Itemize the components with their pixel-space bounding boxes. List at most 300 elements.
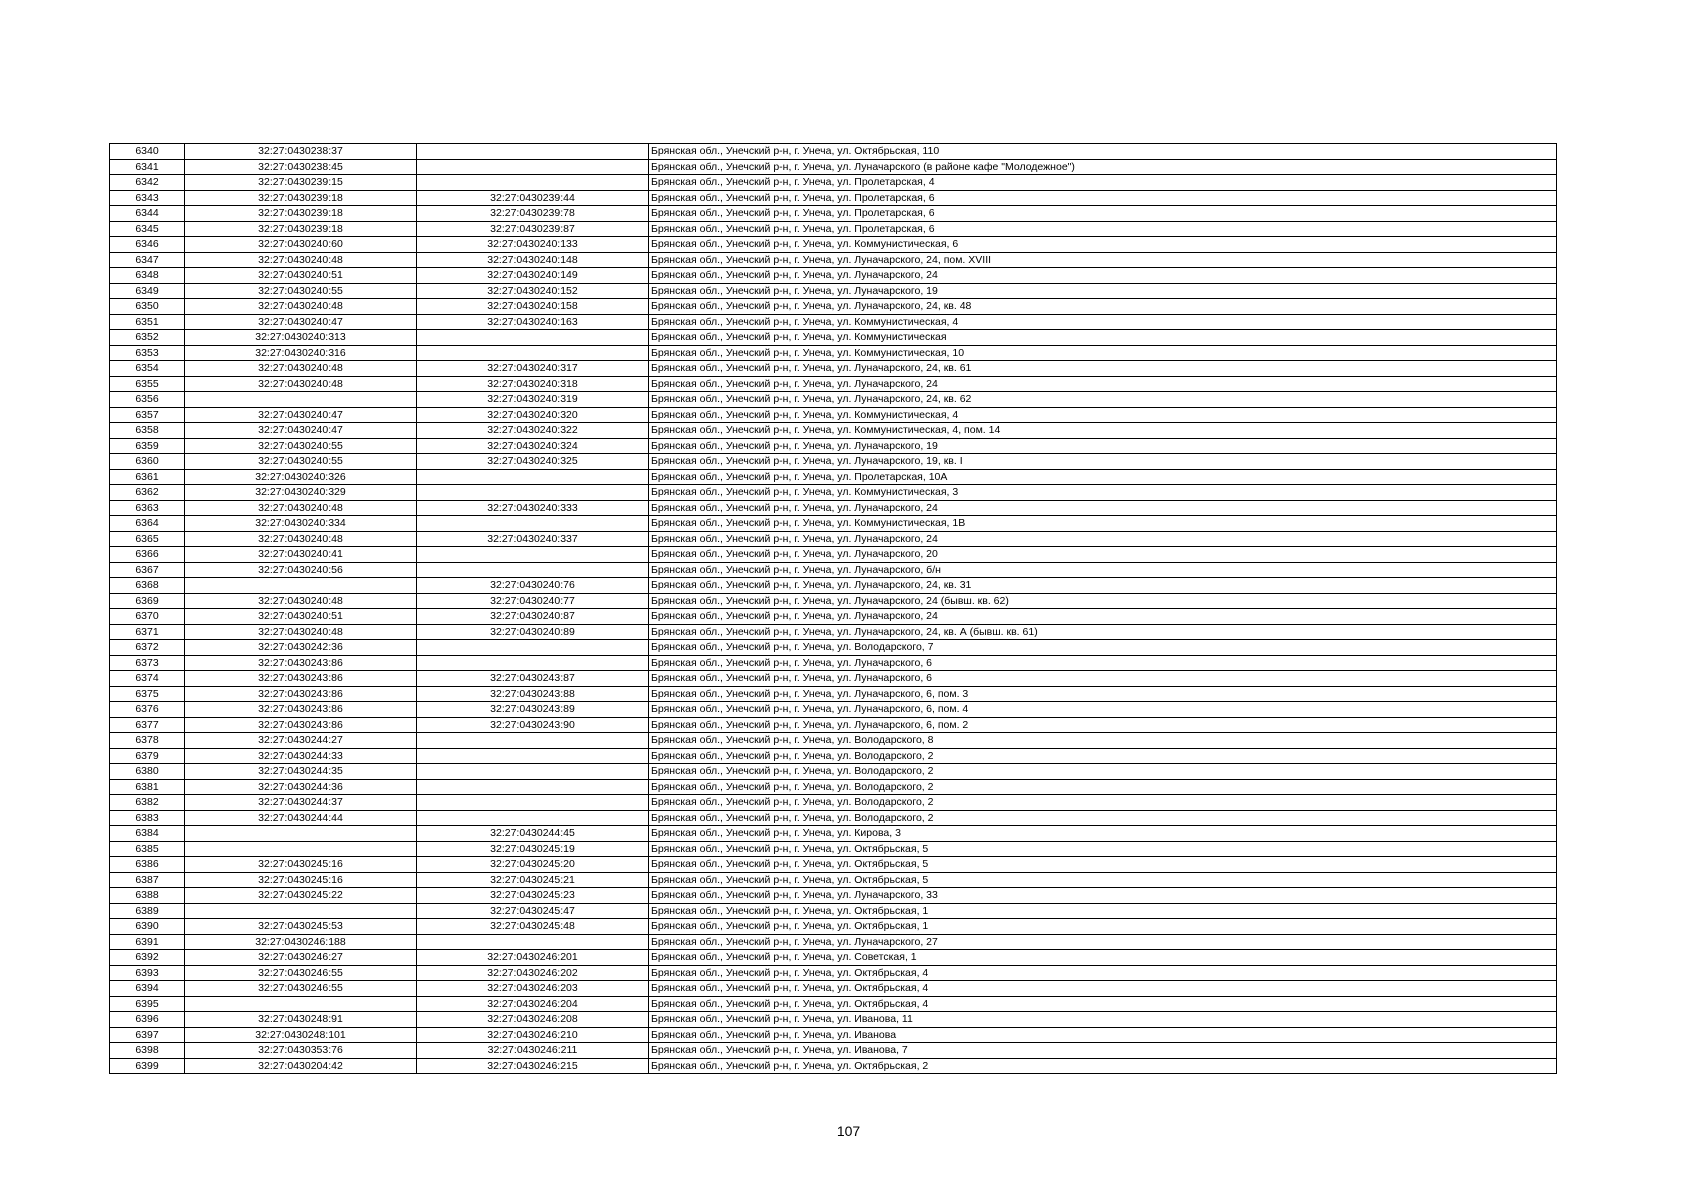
table-row [110, 221, 1557, 237]
cadastral-number-cell: 32:27:0430240:55 [185, 438, 417, 454]
cadastral-number-cell: 32:27:0430243:86 [185, 671, 417, 687]
row-number-cell: 6370 [110, 609, 185, 625]
cadastral-number-cell: 32:27:0430240:48 [185, 376, 417, 392]
object-cadastral-number-cell: 32:27:0430240:319 [417, 392, 649, 408]
row-number-cell: 6394 [110, 981, 185, 997]
address-cell: Брянская обл., Унечский р-н, г. Унеча, ул. Луначарского, 6, пом. 4 [649, 702, 1557, 718]
address-cell: Брянская обл., Унечский р-н, г. Унеча, ул. Луначарского, 24, кв. 48 [649, 299, 1557, 315]
row-number-cell: 6359 [110, 438, 185, 454]
table-row [110, 361, 1557, 377]
row-number-cell: 6386 [110, 857, 185, 873]
row-number-cell: 6342 [110, 175, 185, 191]
table-row [110, 1012, 1557, 1028]
table-row [110, 268, 1557, 284]
address-cell: Брянская обл., Унечский р-н, г. Унеча, ул. Октябрьская, 110 [649, 144, 1557, 160]
object-cadastral-number-cell: 32:27:0430240:324 [417, 438, 649, 454]
object-cadastral-number-cell [417, 345, 649, 361]
table-row [110, 872, 1557, 888]
row-number-cell: 6357 [110, 407, 185, 423]
table-row [110, 283, 1557, 299]
row-number-cell: 6350 [110, 299, 185, 315]
cadastral-number-cell: 32:27:0430239:18 [185, 206, 417, 222]
object-cadastral-number-cell [417, 547, 649, 563]
row-number-cell: 6377 [110, 717, 185, 733]
row-number-cell: 6385 [110, 841, 185, 857]
row-number-cell: 6384 [110, 826, 185, 842]
object-cadastral-number-cell: 32:27:0430239:87 [417, 221, 649, 237]
row-number-cell: 6398 [110, 1043, 185, 1059]
object-cadastral-number-cell: 32:27:0430240:325 [417, 454, 649, 470]
address-cell: Брянская обл., Унечский р-н, г. Унеча, ул. Коммунистическая, 4, пом. 14 [649, 423, 1557, 439]
cadastral-number-cell: 32:27:0430243:86 [185, 686, 417, 702]
object-cadastral-number-cell: 32:27:0430240:158 [417, 299, 649, 315]
cadastral-number-cell: 32:27:0430245:53 [185, 919, 417, 935]
address-cell: Брянская обл., Унечский р-н, г. Унеча, ул. Луначарского, 24 [649, 268, 1557, 284]
address-cell: Брянская обл., Унечский р-н, г. Унеча, ул. Иванова, 11 [649, 1012, 1557, 1028]
table-row [110, 345, 1557, 361]
row-number-cell: 6360 [110, 454, 185, 470]
table-row [110, 841, 1557, 857]
row-number-cell: 6343 [110, 190, 185, 206]
address-cell: Брянская обл., Унечский р-н, г. Унеча, ул. Коммунистическая, 3 [649, 485, 1557, 501]
cadastral-number-cell: 32:27:0430246:55 [185, 965, 417, 981]
cadastral-number-cell: 32:27:0430244:44 [185, 810, 417, 826]
cadastral-number-cell: 32:27:0430244:33 [185, 748, 417, 764]
table-row [110, 764, 1557, 780]
object-cadastral-number-cell: 32:27:0430246:203 [417, 981, 649, 997]
cadastral-number-cell: 32:27:0430238:45 [185, 159, 417, 175]
address-cell: Брянская обл., Унечский р-н, г. Унеча, ул. Луначарского, 24 [649, 500, 1557, 516]
object-cadastral-number-cell: 32:27:0430246:215 [417, 1058, 649, 1074]
row-number-cell: 6361 [110, 469, 185, 485]
address-cell: Брянская обл., Унечский р-н, г. Унеча, ул. Луначарского, 19, кв. I [649, 454, 1557, 470]
object-cadastral-number-cell: 32:27:0430245:47 [417, 903, 649, 919]
table-row [110, 159, 1557, 175]
address-cell: Брянская обл., Унечский р-н, г. Унеча, ул. Луначарского, 27 [649, 934, 1557, 950]
address-cell: Брянская обл., Унечский р-н, г. Унеча, ул. Луначарского, 19 [649, 438, 1557, 454]
address-cell: Брянская обл., Унечский р-н, г. Унеча, ул. Луначарского, 19 [649, 283, 1557, 299]
cadastral-number-cell: 32:27:0430240:48 [185, 361, 417, 377]
address-cell: Брянская обл., Унечский р-н, г. Унеча, ул. Октябрьская, 4 [649, 996, 1557, 1012]
table-row [110, 903, 1557, 919]
row-number-cell: 6345 [110, 221, 185, 237]
address-cell: Брянская обл., Унечский р-н, г. Унеча, ул. Пролетарская, 6 [649, 221, 1557, 237]
address-cell: Брянская обл., Унечский р-н, г. Унеча, ул. Коммунистическая, 4 [649, 407, 1557, 423]
table-row [110, 516, 1557, 532]
cadastral-number-cell: 32:27:0430245:16 [185, 872, 417, 888]
cadastral-number-cell: 32:27:0430240:313 [185, 330, 417, 346]
table-row [110, 857, 1557, 873]
table-row [110, 733, 1557, 749]
table-row [110, 469, 1557, 485]
row-number-cell: 6352 [110, 330, 185, 346]
cadastral-number-cell: 32:27:0430240:334 [185, 516, 417, 532]
cadastral-number-cell: 32:27:0430242:36 [185, 640, 417, 656]
address-cell: Брянская обл., Унечский р-н, г. Унеча, ул. Луначарского, 24 [649, 376, 1557, 392]
row-number-cell: 6388 [110, 888, 185, 904]
cadastral-number-cell: 32:27:0430240:329 [185, 485, 417, 501]
cadastral-number-cell [185, 826, 417, 842]
object-cadastral-number-cell: 32:27:0430246:211 [417, 1043, 649, 1059]
cadastral-number-cell: 32:27:0430240:56 [185, 562, 417, 578]
object-cadastral-number-cell [417, 748, 649, 764]
row-number-cell: 6346 [110, 237, 185, 253]
cadastral-number-cell: 32:27:0430240:48 [185, 624, 417, 640]
table-row [110, 1043, 1557, 1059]
object-cadastral-number-cell: 32:27:0430239:44 [417, 190, 649, 206]
table-row [110, 671, 1557, 687]
table-row [110, 144, 1557, 160]
address-cell: Брянская обл., Унечский р-н, г. Унеча, ул. Коммунистическая, 6 [649, 237, 1557, 253]
address-cell: Брянская обл., Унечский р-н, г. Унеча, ул. Володарского, 2 [649, 795, 1557, 811]
address-cell: Брянская обл., Унечский р-н, г. Унеча, ул. Луначарского, 6, пом. 3 [649, 686, 1557, 702]
row-number-cell: 6348 [110, 268, 185, 284]
object-cadastral-number-cell: 32:27:0430240:322 [417, 423, 649, 439]
table-row [110, 795, 1557, 811]
object-cadastral-number-cell: 32:27:0430246:201 [417, 950, 649, 966]
object-cadastral-number-cell: 32:27:0430240:333 [417, 500, 649, 516]
table-row [110, 314, 1557, 330]
cadastral-number-cell: 32:27:0430240:47 [185, 423, 417, 439]
address-cell: Брянская обл., Унечский р-н, г. Унеча, ул. Коммунистическая [649, 330, 1557, 346]
table-row [110, 748, 1557, 764]
cadastral-number-cell: 32:27:0430243:86 [185, 655, 417, 671]
cadastral-number-cell [185, 578, 417, 594]
row-number-cell: 6395 [110, 996, 185, 1012]
object-cadastral-number-cell: 32:27:0430246:202 [417, 965, 649, 981]
cadastral-number-cell: 32:27:0430240:326 [185, 469, 417, 485]
row-number-cell: 6397 [110, 1027, 185, 1043]
cadastral-number-cell [185, 392, 417, 408]
object-cadastral-number-cell: 32:27:0430245:20 [417, 857, 649, 873]
row-number-cell: 6368 [110, 578, 185, 594]
table-row [110, 826, 1557, 842]
table-row [110, 702, 1557, 718]
table-row [110, 779, 1557, 795]
address-cell: Брянская обл., Унечский р-н, г. Унеча, ул. Советская, 1 [649, 950, 1557, 966]
table-row [110, 1027, 1557, 1043]
object-cadastral-number-cell: 32:27:0430240:317 [417, 361, 649, 377]
row-number-cell: 6356 [110, 392, 185, 408]
cadastral-number-cell: 32:27:0430240:55 [185, 283, 417, 299]
address-cell: Брянская обл., Унечский р-н, г. Унеча, ул. Октябрьская, 1 [649, 903, 1557, 919]
cadastral-number-cell: 32:27:0430239:18 [185, 221, 417, 237]
cadastral-number-cell: 32:27:0430240:60 [185, 237, 417, 253]
row-number-cell: 6358 [110, 423, 185, 439]
row-number-cell: 6340 [110, 144, 185, 160]
row-number-cell: 6355 [110, 376, 185, 392]
row-number-cell: 6380 [110, 764, 185, 780]
table-row [110, 981, 1557, 997]
row-number-cell: 6354 [110, 361, 185, 377]
table-row [110, 655, 1557, 671]
object-cadastral-number-cell [417, 485, 649, 501]
table-row [110, 206, 1557, 222]
address-cell: Брянская обл., Унечский р-н, г. Унеча, ул. Луначарского (в районе кафе "Молодежное") [649, 159, 1557, 175]
address-cell: Брянская обл., Унечский р-н, г. Унеча, ул. Коммунистическая, 10 [649, 345, 1557, 361]
property-table [109, 143, 1557, 1074]
address-cell: Брянская обл., Унечский р-н, г. Унеча, ул. Луначарского, 24, кв. А (бывш. кв. 61) [649, 624, 1557, 640]
object-cadastral-number-cell [417, 795, 649, 811]
cadastral-number-cell: 32:27:0430240:48 [185, 252, 417, 268]
table-row [110, 578, 1557, 594]
table-row [110, 531, 1557, 547]
address-cell: Брянская обл., Унечский р-н, г. Унеча, ул. Пролетарская, 4 [649, 175, 1557, 191]
table-row [110, 888, 1557, 904]
row-number-cell: 6341 [110, 159, 185, 175]
address-cell: Брянская обл., Унечский р-н, г. Унеча, ул. Луначарского, 24 [649, 531, 1557, 547]
row-number-cell: 6374 [110, 671, 185, 687]
object-cadastral-number-cell [417, 640, 649, 656]
object-cadastral-number-cell: 32:27:0430240:152 [417, 283, 649, 299]
cadastral-number-cell: 32:27:0430243:86 [185, 702, 417, 718]
object-cadastral-number-cell: 32:27:0430243:88 [417, 686, 649, 702]
cadastral-number-cell: 32:27:0430248:91 [185, 1012, 417, 1028]
cadastral-number-cell [185, 996, 417, 1012]
object-cadastral-number-cell [417, 159, 649, 175]
cadastral-number-cell: 32:27:0430248:101 [185, 1027, 417, 1043]
address-cell: Брянская обл., Унечский р-н, г. Унеча, ул. Иванова [649, 1027, 1557, 1043]
address-cell: Брянская обл., Унечский р-н, г. Унеча, ул. Пролетарская, 10А [649, 469, 1557, 485]
row-number-cell: 6363 [110, 500, 185, 516]
cadastral-number-cell: 32:27:0430353:76 [185, 1043, 417, 1059]
row-number-cell: 6347 [110, 252, 185, 268]
row-number-cell: 6389 [110, 903, 185, 919]
cadastral-number-cell: 32:27:0430246:188 [185, 934, 417, 950]
cadastral-number-cell: 32:27:0430240:51 [185, 609, 417, 625]
table-row [110, 547, 1557, 563]
object-cadastral-number-cell [417, 934, 649, 950]
cadastral-number-cell: 32:27:0430240:55 [185, 454, 417, 470]
object-cadastral-number-cell [417, 764, 649, 780]
row-number-cell: 6365 [110, 531, 185, 547]
address-cell: Брянская обл., Унечский р-н, г. Унеча, ул. Володарского, 7 [649, 640, 1557, 656]
cadastral-number-cell: 32:27:0430239:15 [185, 175, 417, 191]
table-row [110, 593, 1557, 609]
cadastral-number-cell: 32:27:0430245:22 [185, 888, 417, 904]
address-cell: Брянская обл., Унечский р-н, г. Унеча, ул. Луначарского, 20 [649, 547, 1557, 563]
object-cadastral-number-cell: 32:27:0430240:76 [417, 578, 649, 594]
row-number-cell: 6371 [110, 624, 185, 640]
row-number-cell: 6366 [110, 547, 185, 563]
address-cell: Брянская обл., Унечский р-н, г. Унеча, ул. Пролетарская, 6 [649, 206, 1557, 222]
address-cell: Брянская обл., Унечский р-н, г. Унеча, ул. Луначарского, 33 [649, 888, 1557, 904]
table-row [110, 423, 1557, 439]
table-row [110, 252, 1557, 268]
object-cadastral-number-cell: 32:27:0430245:23 [417, 888, 649, 904]
object-cadastral-number-cell: 32:27:0430240:149 [417, 268, 649, 284]
row-number-cell: 6393 [110, 965, 185, 981]
table-row [110, 190, 1557, 206]
cadastral-number-cell: 32:27:0430240:48 [185, 299, 417, 315]
object-cadastral-number-cell [417, 330, 649, 346]
object-cadastral-number-cell [417, 779, 649, 795]
table-row [110, 686, 1557, 702]
address-cell: Брянская обл., Унечский р-н, г. Унеча, ул. Володарского, 2 [649, 764, 1557, 780]
row-number-cell: 6364 [110, 516, 185, 532]
address-cell: Брянская обл., Унечский р-н, г. Унеча, ул. Октябрьская, 5 [649, 841, 1557, 857]
row-number-cell: 6399 [110, 1058, 185, 1074]
table-row [110, 438, 1557, 454]
address-cell: Брянская обл., Унечский р-н, г. Унеча, ул. Луначарского, 24, кв. 31 [649, 578, 1557, 594]
address-cell: Брянская обл., Унечский р-н, г. Унеча, ул. Луначарского, 24, пом. XVIII [649, 252, 1557, 268]
row-number-cell: 6396 [110, 1012, 185, 1028]
object-cadastral-number-cell [417, 144, 649, 160]
cadastral-number-cell: 32:27:0430238:37 [185, 144, 417, 160]
row-number-cell: 6372 [110, 640, 185, 656]
table-row [110, 640, 1557, 656]
address-cell: Брянская обл., Унечский р-н, г. Унеча, ул. Октябрьская, 4 [649, 981, 1557, 997]
cadastral-number-cell: 32:27:0430240:47 [185, 314, 417, 330]
table-row [110, 500, 1557, 516]
address-cell: Брянская обл., Унечский р-н, г. Унеча, ул. Иванова, 7 [649, 1043, 1557, 1059]
object-cadastral-number-cell [417, 469, 649, 485]
row-number-cell: 6390 [110, 919, 185, 935]
row-number-cell: 6379 [110, 748, 185, 764]
table-row [110, 717, 1557, 733]
cadastral-number-cell: 32:27:0430244:27 [185, 733, 417, 749]
table-row [110, 562, 1557, 578]
cadastral-number-cell: 32:27:0430240:51 [185, 268, 417, 284]
cadastral-number-cell: 32:27:0430246:55 [185, 981, 417, 997]
cadastral-number-cell [185, 903, 417, 919]
row-number-cell: 6367 [110, 562, 185, 578]
object-cadastral-number-cell: 32:27:0430246:204 [417, 996, 649, 1012]
row-number-cell: 6351 [110, 314, 185, 330]
object-cadastral-number-cell: 32:27:0430240:87 [417, 609, 649, 625]
table-row [110, 485, 1557, 501]
row-number-cell: 6373 [110, 655, 185, 671]
object-cadastral-number-cell: 32:27:0430240:320 [417, 407, 649, 423]
cadastral-number-cell: 32:27:0430240:48 [185, 500, 417, 516]
address-cell: Брянская обл., Унечский р-н, г. Унеча, ул. Кирова, 3 [649, 826, 1557, 842]
address-cell: Брянская обл., Унечский р-н, г. Унеча, ул. Володарского, 2 [649, 748, 1557, 764]
row-number-cell: 6391 [110, 934, 185, 950]
address-cell: Брянская обл., Унечский р-н, г. Унеча, ул. Октябрьская, 2 [649, 1058, 1557, 1074]
row-number-cell: 6349 [110, 283, 185, 299]
object-cadastral-number-cell: 32:27:0430246:208 [417, 1012, 649, 1028]
table-row [110, 996, 1557, 1012]
object-cadastral-number-cell [417, 562, 649, 578]
table-row [110, 934, 1557, 950]
object-cadastral-number-cell [417, 810, 649, 826]
object-cadastral-number-cell [417, 516, 649, 532]
table-row [110, 299, 1557, 315]
address-cell: Брянская обл., Унечский р-н, г. Унеча, ул. Володарского, 8 [649, 733, 1557, 749]
table-row [110, 950, 1557, 966]
address-cell: Брянская обл., Унечский р-н, г. Унеча, ул. Луначарского, 6 [649, 655, 1557, 671]
cadastral-number-cell: 32:27:0430243:86 [185, 717, 417, 733]
row-number-cell: 6383 [110, 810, 185, 826]
table-row [110, 175, 1557, 191]
cadastral-number-cell: 32:27:0430240:41 [185, 547, 417, 563]
object-cadastral-number-cell: 32:27:0430245:21 [417, 872, 649, 888]
object-cadastral-number-cell: 32:27:0430240:163 [417, 314, 649, 330]
address-cell: Брянская обл., Унечский р-н, г. Унеча, ул. Октябрьская, 5 [649, 857, 1557, 873]
table-body [110, 144, 1557, 1074]
table-row [110, 609, 1557, 625]
address-cell: Брянская обл., Унечский р-н, г. Унеча, ул. Пролетарская, 6 [649, 190, 1557, 206]
object-cadastral-number-cell: 32:27:0430240:337 [417, 531, 649, 547]
table-row [110, 237, 1557, 253]
cadastral-number-cell [185, 841, 417, 857]
address-cell: Брянская обл., Унечский р-н, г. Унеча, ул. Коммунистическая, 4 [649, 314, 1557, 330]
object-cadastral-number-cell: 32:27:0430240:148 [417, 252, 649, 268]
address-cell: Брянская обл., Унечский р-н, г. Унеча, ул. Володарского, 2 [649, 779, 1557, 795]
row-number-cell: 6362 [110, 485, 185, 501]
object-cadastral-number-cell: 32:27:0430240:133 [417, 237, 649, 253]
object-cadastral-number-cell: 32:27:0430246:210 [417, 1027, 649, 1043]
cadastral-number-cell: 32:27:0430240:316 [185, 345, 417, 361]
address-cell: Брянская обл., Унечский р-н, г. Унеча, ул. Луначарского, б/н [649, 562, 1557, 578]
cadastral-number-cell: 32:27:0430244:35 [185, 764, 417, 780]
table-row [110, 392, 1557, 408]
table-row [110, 407, 1557, 423]
address-cell: Брянская обл., Унечский р-н, г. Унеча, ул. Луначарского, 24 [649, 609, 1557, 625]
row-number-cell: 6376 [110, 702, 185, 718]
address-cell: Брянская обл., Унечский р-н, г. Унеча, ул. Луначарского, 24, кв. 62 [649, 392, 1557, 408]
table-row [110, 376, 1557, 392]
cadastral-number-cell: 32:27:0430240:47 [185, 407, 417, 423]
address-cell: Брянская обл., Унечский р-н, г. Унеча, ул. Володарского, 2 [649, 810, 1557, 826]
cadastral-number-cell: 32:27:0430240:48 [185, 531, 417, 547]
object-cadastral-number-cell [417, 733, 649, 749]
table-row [110, 624, 1557, 640]
row-number-cell: 6381 [110, 779, 185, 795]
cadastral-number-cell: 32:27:0430240:48 [185, 593, 417, 609]
object-cadastral-number-cell: 32:27:0430245:48 [417, 919, 649, 935]
table-row [110, 1058, 1557, 1074]
row-number-cell: 6353 [110, 345, 185, 361]
address-cell: Брянская обл., Унечский р-н, г. Унеча, ул. Октябрьская, 4 [649, 965, 1557, 981]
table-row [110, 919, 1557, 935]
table-row [110, 454, 1557, 470]
cadastral-number-cell: 32:27:0430244:36 [185, 779, 417, 795]
address-cell: Брянская обл., Унечский р-н, г. Унеча, ул. Октябрьская, 5 [649, 872, 1557, 888]
object-cadastral-number-cell: 32:27:0430240:89 [417, 624, 649, 640]
cadastral-number-cell: 32:27:0430239:18 [185, 190, 417, 206]
row-number-cell: 6378 [110, 733, 185, 749]
table-row [110, 965, 1557, 981]
table-row [110, 810, 1557, 826]
address-cell: Брянская обл., Унечский р-н, г. Унеча, ул. Луначарского, 6, пом. 2 [649, 717, 1557, 733]
address-cell: Брянская обл., Унечский р-н, г. Унеча, ул. Коммунистическая, 1В [649, 516, 1557, 532]
object-cadastral-number-cell: 32:27:0430240:77 [417, 593, 649, 609]
row-number-cell: 6387 [110, 872, 185, 888]
row-number-cell: 6369 [110, 593, 185, 609]
object-cadastral-number-cell: 32:27:0430239:78 [417, 206, 649, 222]
object-cadastral-number-cell: 32:27:0430240:318 [417, 376, 649, 392]
address-cell: Брянская обл., Унечский р-н, г. Унеча, ул. Луначарского, 24 (бывш. кв. 62) [649, 593, 1557, 609]
object-cadastral-number-cell [417, 175, 649, 191]
address-cell: Брянская обл., Унечский р-н, г. Унеча, ул. Луначарского, 24, кв. 61 [649, 361, 1557, 377]
cadastral-number-cell: 32:27:0430245:16 [185, 857, 417, 873]
object-cadastral-number-cell: 32:27:0430243:90 [417, 717, 649, 733]
row-number-cell: 6392 [110, 950, 185, 966]
cadastral-number-cell: 32:27:0430204:42 [185, 1058, 417, 1074]
row-number-cell: 6375 [110, 686, 185, 702]
object-cadastral-number-cell: 32:27:0430245:19 [417, 841, 649, 857]
address-cell: Брянская обл., Унечский р-н, г. Унеча, ул. Октябрьская, 1 [649, 919, 1557, 935]
object-cadastral-number-cell: 32:27:0430243:87 [417, 671, 649, 687]
cadastral-number-cell: 32:27:0430246:27 [185, 950, 417, 966]
row-number-cell: 6382 [110, 795, 185, 811]
table-row [110, 330, 1557, 346]
row-number-cell: 6344 [110, 206, 185, 222]
object-cadastral-number-cell: 32:27:0430243:89 [417, 702, 649, 718]
cadastral-number-cell: 32:27:0430244:37 [185, 795, 417, 811]
object-cadastral-number-cell [417, 655, 649, 671]
